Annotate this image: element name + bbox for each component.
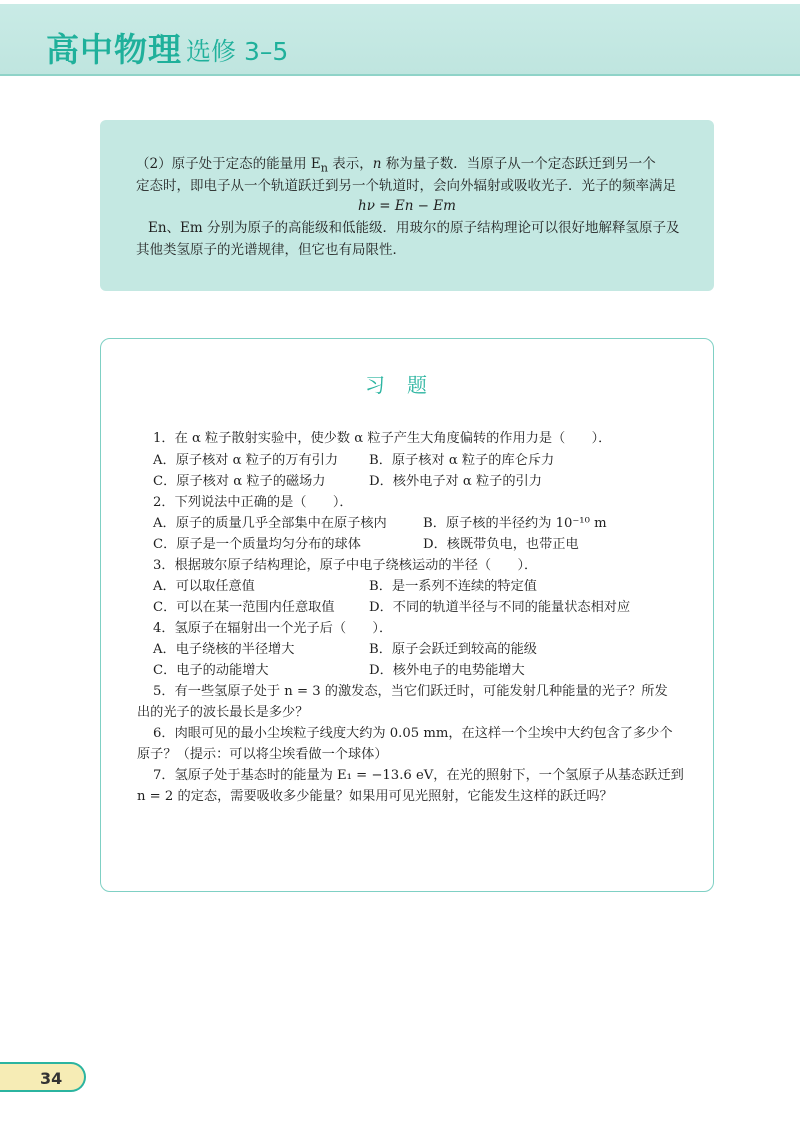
summary-line-2: 定态时，即电子从一个轨道跃迁到另一个轨道时，会向外辐射或吸收光子．光子的频率满足 <box>136 178 676 194</box>
exercise-title: 习题 <box>365 373 449 397</box>
q2-option-d: D．核既带负电，也带正电 <box>423 537 579 552</box>
q1-option-b: B．原子核对 α 粒子的库仑斥力 <box>369 453 555 468</box>
question-6-line-1: 6．肉眼可见的最小尘埃粒子线度大约为 0.05 mm，在这样一个尘埃中大约包含了多少个 <box>153 726 673 741</box>
q1-option-d: D．核外电子对 α 粒子的引力 <box>369 474 542 489</box>
page-number-tab <box>0 1062 86 1092</box>
q1-option-a: A．原子核对 α 粒子的万有引力 <box>153 453 339 468</box>
summary-line-3: En、Em 分别为原子的高能级和低能级．用玻尔的原子结构理论可以很好地解释氢原子及 <box>148 220 680 236</box>
summary-text: 表示， <box>328 156 373 172</box>
q1-option-c: C．原子核对 α 粒子的磁场力 <box>153 474 326 489</box>
q4-option-c: C．电子的动能增大 <box>153 663 269 678</box>
q3-option-d: D．不同的轨道半径与不同的能量状态相对应 <box>369 600 631 615</box>
summary-text: （2）原子处于定态的能量用 E <box>136 156 321 172</box>
q4-option-a: A．电子绕核的半径增大 <box>153 642 295 657</box>
question-7-line-2: n = 2 的定态，需要吸收多少能量？如果用可见光照射，它能发生这样的跃迁吗？ <box>137 789 613 804</box>
question-3: 3．根据玻尔原子结构理论，原子中电子绕核运动的半径（ ）． <box>153 558 538 573</box>
question-2: 2．下列说法中正确的是（ ）． <box>153 495 353 510</box>
question-5-line-1: 5．有一些氢原子处于 n = 3 的激发态，当它们跃迁时，可能发射几种能量的光子？所发 <box>153 684 668 699</box>
summary-line-4: 其他类氢原子的光谱规律，但它也有局限性． <box>136 242 406 258</box>
q3-option-b: B．是一系列不连续的特定值 <box>369 579 537 594</box>
subscript: n <box>320 161 328 175</box>
exercise-box <box>100 338 714 892</box>
book-title: 高中物理 <box>46 30 182 69</box>
summary-line-1 <box>136 154 684 179</box>
header-divider <box>0 74 800 76</box>
q4-option-b: B．原子会跃迁到较高的能级 <box>369 642 537 657</box>
question-4: 4．氢原子在辐射出一个光子后（ ）． <box>153 621 393 636</box>
summary-box <box>100 120 714 291</box>
q4-option-d: D．核外电子的电势能增大 <box>369 663 525 678</box>
q2-option-c: C．原子是一个质量均匀分布的球体 <box>153 537 361 552</box>
book-subtitle: 选修 3–5 <box>186 37 289 66</box>
energy-formula: hν = En − Em <box>358 198 456 214</box>
page-number: 34 <box>40 1069 63 1088</box>
question-6-line-2: 原子？（提示：可以将尘埃看做一个球体） <box>137 747 388 762</box>
q3-option-c: C．可以在某一范围内任意取值 <box>153 600 335 615</box>
question-5-line-2: 出的光子的波长最长是多少？ <box>137 705 309 720</box>
q2-option-b: B．原子核的半径约为 10⁻¹⁰ m <box>423 516 607 531</box>
question-7-line-1: 7．氢原子处于基态时的能量为 E₁ = −13.6 eV，在光的照射下，一个氢原子从基态跃迁到 <box>153 768 684 783</box>
summary-text: 称为量子数．当原子从一个定态跃迁到另一个 <box>381 156 656 172</box>
page-header <box>0 0 800 80</box>
q2-option-a: A．原子的质量几乎全部集中在原子核内 <box>153 516 387 531</box>
question-1: 1．在 α 粒子散射实验中，使少数 α 粒子产生大角度偏转的作用力是（ ）． <box>153 431 612 446</box>
q3-option-a: A．可以取任意值 <box>153 579 255 594</box>
variable-n: n <box>372 156 382 172</box>
